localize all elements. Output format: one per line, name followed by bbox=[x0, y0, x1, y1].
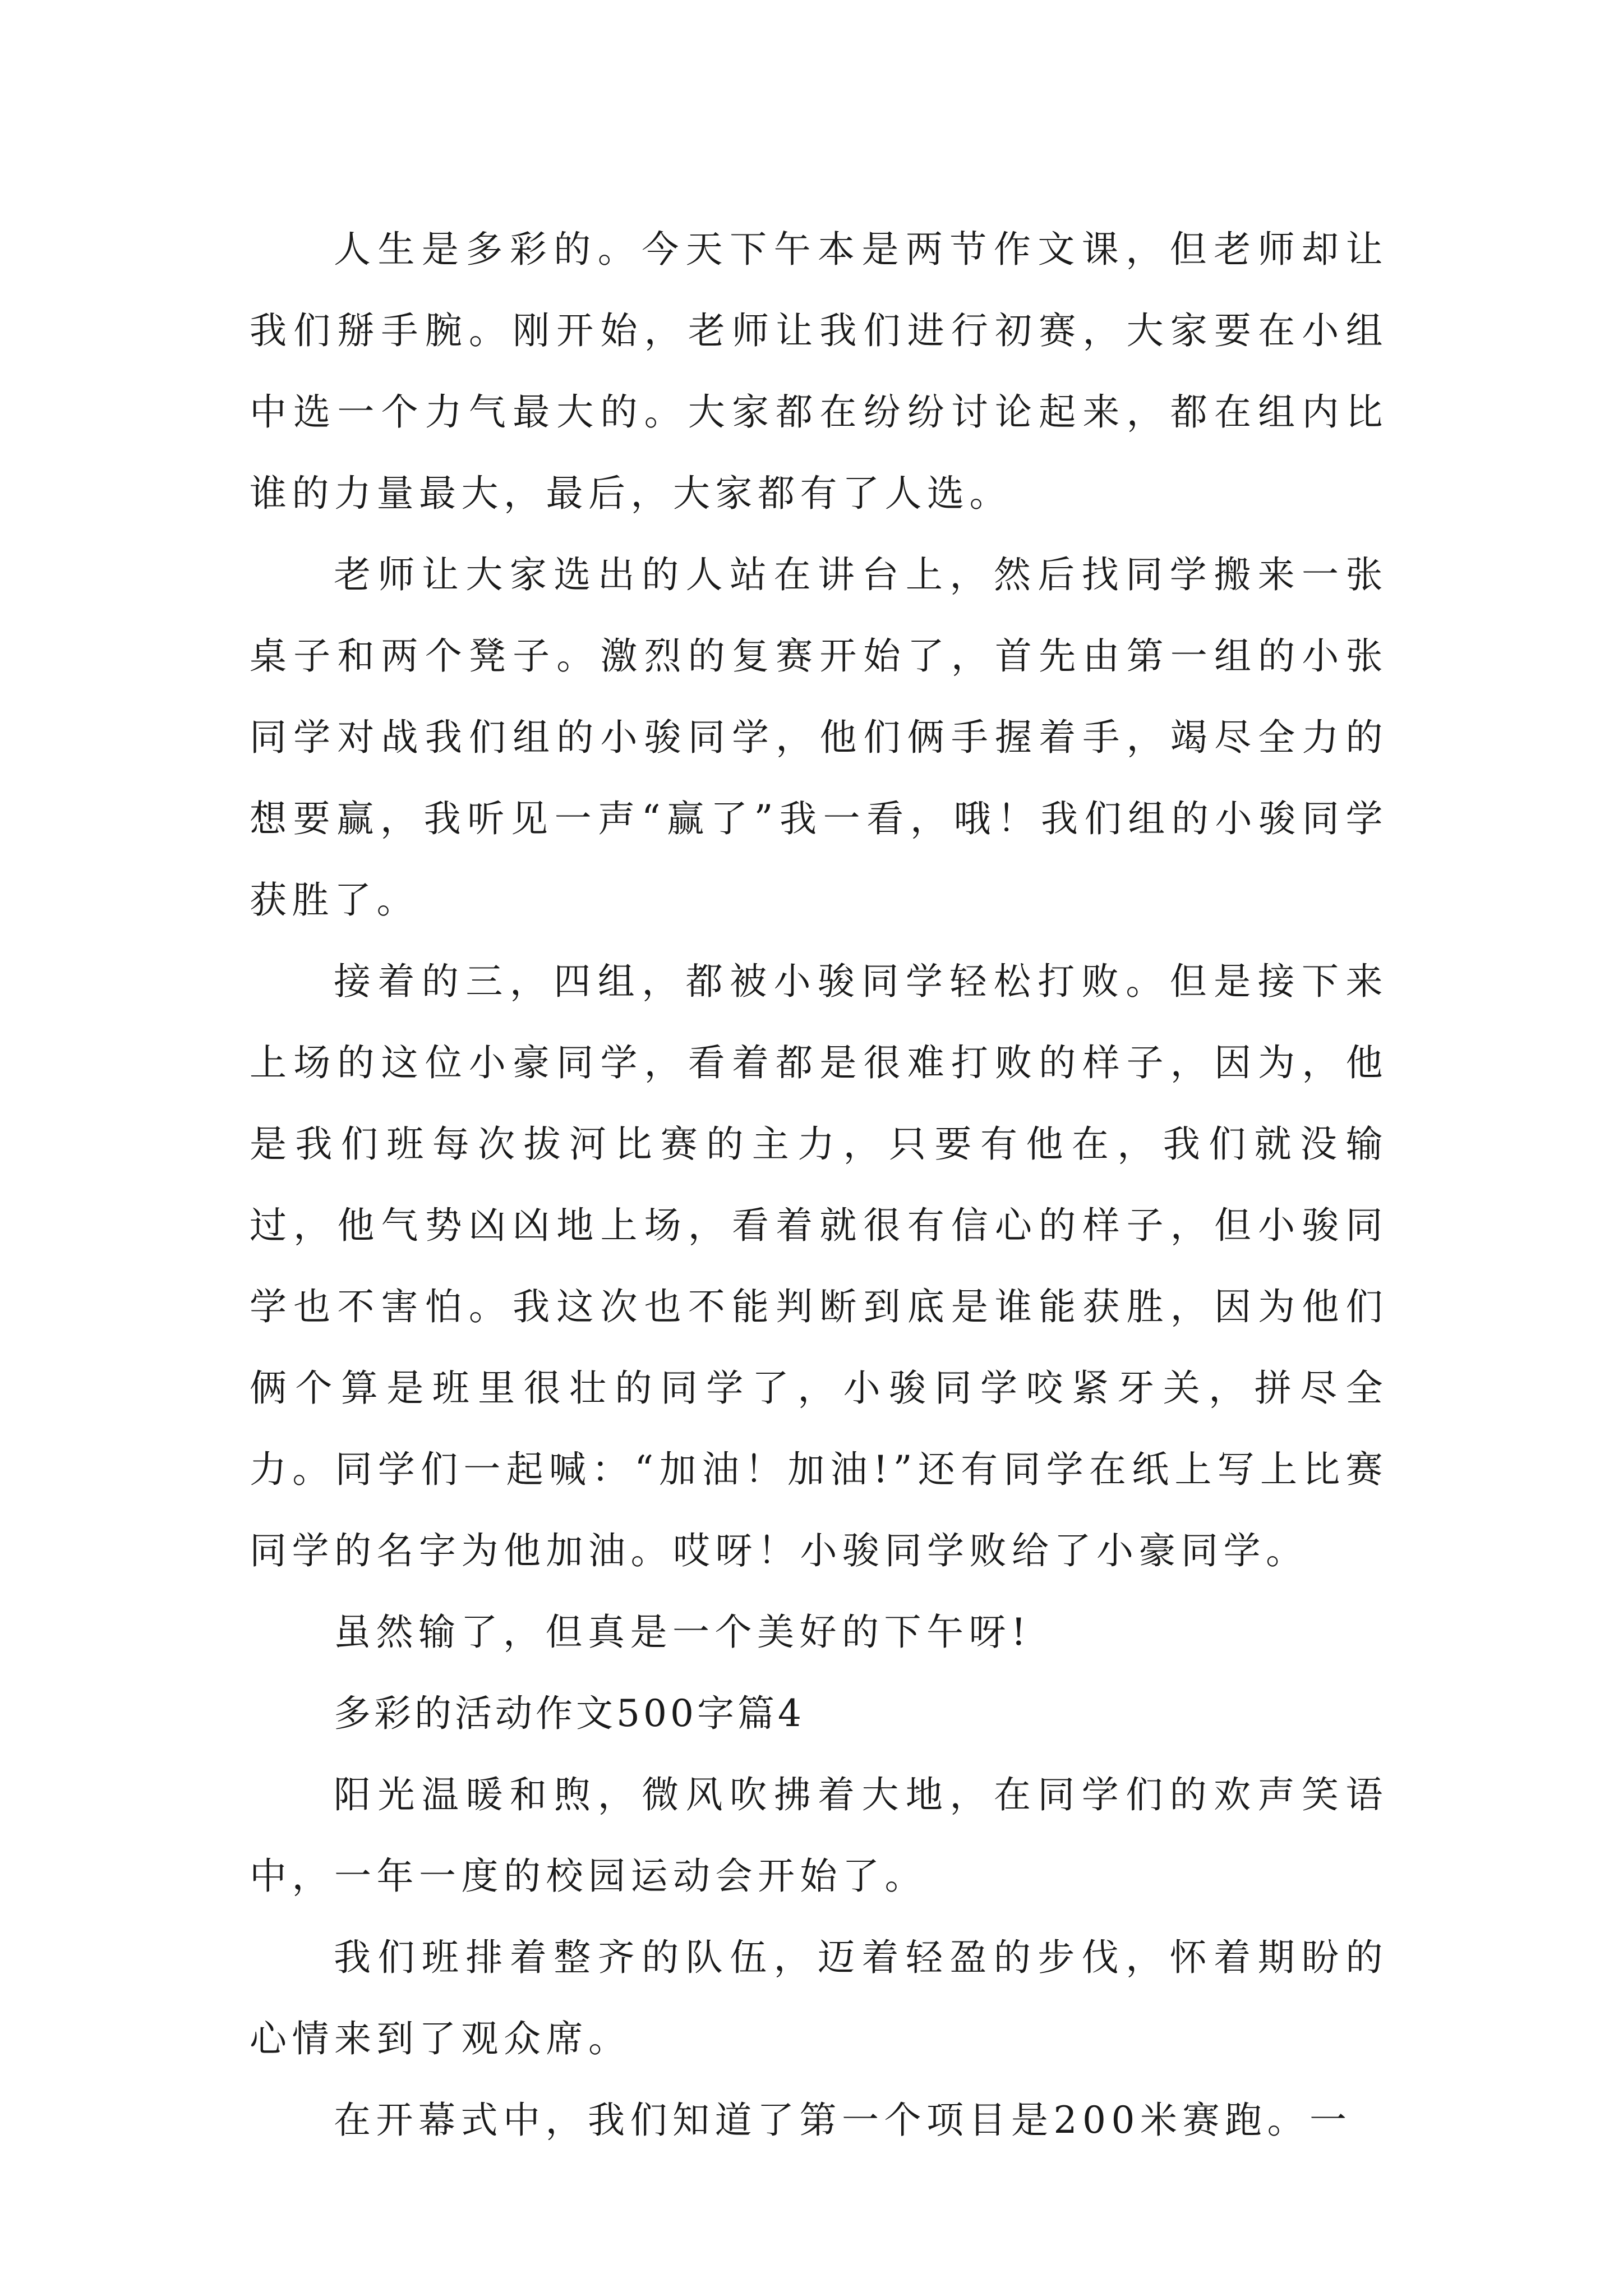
paragraph-7: 在开幕式中，我们知道了第一个项目是200米赛跑。一 bbox=[334, 2099, 1352, 2142]
paragraph-4: 虽然输了，但真是一个美好的下午呀! bbox=[334, 1611, 1032, 1654]
paragraph-3: 接着的三，四组，都被小骏同学轻松打败。但是接下来上场的这位小豪同学，看着都是很难打败的样子，因为，他是我们班每次拔河比赛的主力，只要有他在，我们就没输过，他气势凶凶地上场，看着就很有信心的样子，但小骏同学也不害怕。我这次也不能判断到底是谁能获胜，因为他们俩个算是班里很壮的同学了，小骏同学咬紧牙关，拼尽全力。同学们一起喊：“加油！加油!”还有同学在纸上写上比赛同学的名字为他加油。哎呀！小骏同学败给了小豪同学。 bbox=[250, 960, 1388, 1572]
paragraph-1: 人生是多彩的。今天下午本是两节作文课，但老师却让我们掰手腕。刚开始，老师让我们进行初赛，大家要在小组中选一个力气最大的。大家都在纷纷讨论起来，都在组内比谁的力量最大，最后，大家都有了人选。 bbox=[250, 228, 1388, 515]
paragraph-6: 我们班排着整齐的队伍，迈着轻盈的步伐，怀着期盼的心情来到了观众席。 bbox=[250, 1936, 1388, 2060]
paragraph-2: 老师让大家选出的人站在讲台上，然后找同学搬来一张桌子和两个凳子。激烈的复赛开始了，首先由第一组的小张同学对战我们组的小骏同学，他们俩手握着手，竭尽全力的想要赢，我听见一声“赢了”我一看，哦！我们组的小骏同学获胜了。 bbox=[250, 553, 1388, 922]
document-body bbox=[250, 209, 1388, 2161]
paragraph-5: 阳光温暖和煦，微风吹拂着大地，在同学们的欢声笑语中，一年一度的校园运动会开始了。 bbox=[250, 1773, 1388, 1898]
section-heading: 多彩的活动作文500字篇4 bbox=[334, 1692, 805, 1735]
